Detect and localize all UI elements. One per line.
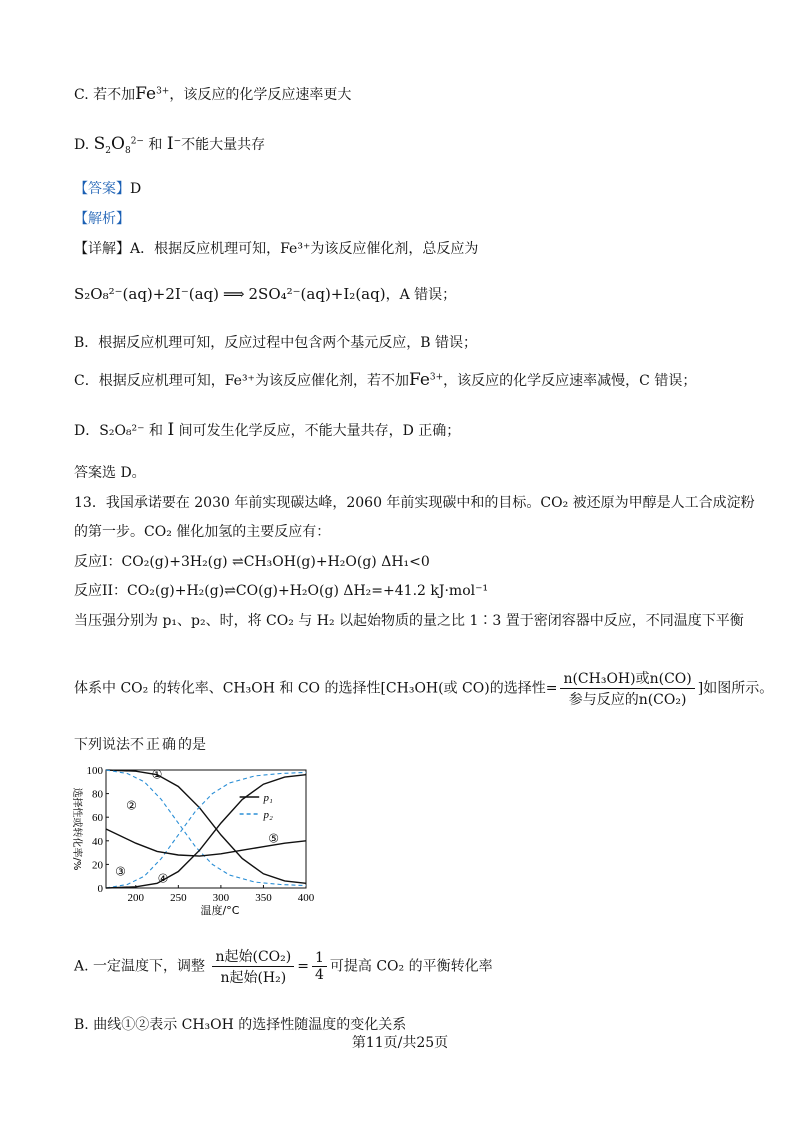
selectivity-fraction: $\frac{\text{n(CH₃OH)或n(CO)}}{\text{参与反应的n(CO₂)}}$ (560, 668, 694, 709)
analysis-label: 【解析】 (74, 211, 130, 227)
detail-line: 【详解】A．根据反应机理可知，Fe³⁺为该反应催化剂，总反应为 (74, 241, 479, 257)
q13-line4: 体系中 CO₂ 的转化率、CH₃OH 和 CO 的选择性[CH₃OH(或 CO)的选择性= $\frac{\text{n(CH₃OH)或n(CO)}}{\text{参与反应的n(CO₂)}}$ ]如图所示。 (74, 668, 773, 709)
y-axis-label: 选择性或转化率/% (71, 787, 82, 871)
option-d: D. $S_2O_8^{2-}$ 和 I−不能大量共存 (74, 134, 266, 156)
equation: S₂O₈²⁻(aq)+2I⁻(aq) ⟹ 2SO₄²⁻(aq)+I₂(aq)，A 错误； (74, 285, 457, 303)
option-b: B. 曲线①②表示 CH₃OH 的选择性随温度的变化关系 (74, 1017, 407, 1033)
y-tick-label: 100 (86, 765, 103, 777)
series-line (106, 772, 306, 888)
curve-label: ① (151, 767, 163, 782)
x-axis-label: 温度/°C (200, 904, 240, 917)
plot-frame (106, 767, 306, 888)
q13-line2: 的第一步。CO₂ 催化加氢的主要反应有： (74, 524, 331, 540)
y-tick-label: 60 (92, 812, 103, 825)
legend-label: p₁ (263, 792, 273, 804)
analysis-b: B．根据反应机理可知，反应过程中包含两个基元反应，B 错误； (74, 335, 478, 351)
y-tick-label: 80 (92, 788, 103, 801)
selectivity-conversion-chart (60, 762, 320, 922)
legend-label: p₂ (263, 809, 273, 821)
y-tick-label: 20 (92, 859, 103, 872)
analysis-c: C．根据反应机理可知，Fe³⁺为该反应催化剂，若不加$Fe^{3+}$，该反应的化学反应速率减慢，C 错误； (74, 370, 697, 390)
x-tick-label: 300 (212, 892, 230, 904)
reaction-1: 反应I：CO₂(g)+3H₂(g) ⇌CH₃OH(g)+H₂O(g) ΔH₁<0 (74, 554, 430, 570)
curve-label: ④ (157, 871, 169, 886)
q13-question: 下列说法不正确的是 (74, 737, 206, 753)
series-line (106, 767, 306, 886)
ratio-fraction: $\frac{\text{n起始(CO₂)}}{\text{n起始(H₂)}}$ (212, 946, 294, 987)
option-a: A. 一定温度下，调整 $\frac{\text{n起始(CO₂)}}{\text{n起始(H₂)}}$ = $\frac{1}{4}$ 可提高 CO₂ 的平衡转化率 (74, 946, 493, 987)
x-tick-label: 250 (170, 892, 187, 904)
x-tick-label: 400 (297, 892, 315, 904)
reaction-2: 反应II：CO₂(g)+H₂(g)⇌CO(g)+H₂O(g) ΔH₂=+41.2 kJ·mol⁻¹ (74, 583, 489, 599)
answer: 【答案】D (74, 181, 142, 197)
series-line (106, 767, 306, 883)
x-tick-label: 350 (255, 892, 272, 904)
page-footer: 第11页/共25页 (351, 1035, 449, 1051)
curve-label: ② (126, 798, 137, 813)
q13-line3: 当压强分别为 p₁、p₂、时，将 CO₂ 与 H₂ 以起始物质的量之比 1∶3 置于密闭容器中反应，不同温度下平衡 (74, 613, 744, 629)
y-tick-label: 40 (92, 835, 103, 848)
curve-label: ③ (115, 864, 126, 879)
conclusion: 答案选 D。 (74, 465, 146, 481)
option-c: C. 若不加$Fe^{3+}$，该反应的化学反应速率更大 (74, 84, 352, 104)
x-tick-label: 200 (127, 892, 145, 904)
y-tick-label: 0 (97, 883, 103, 895)
curve-label: ⑤ (268, 831, 280, 846)
q13-line1: 13．我国承诺要在 2030 年前实现碳达峰，2060 年前实现碳中和的目标。CO₂ 被还原为甲醇是人工合成淀粉 (74, 495, 755, 511)
ratio-value: $\frac{1}{4}$ (312, 950, 327, 983)
analysis-d: D．S₂O₈²⁻ 和 I 间可发生化学反应，不能大量共存，D 正确； (74, 420, 461, 440)
